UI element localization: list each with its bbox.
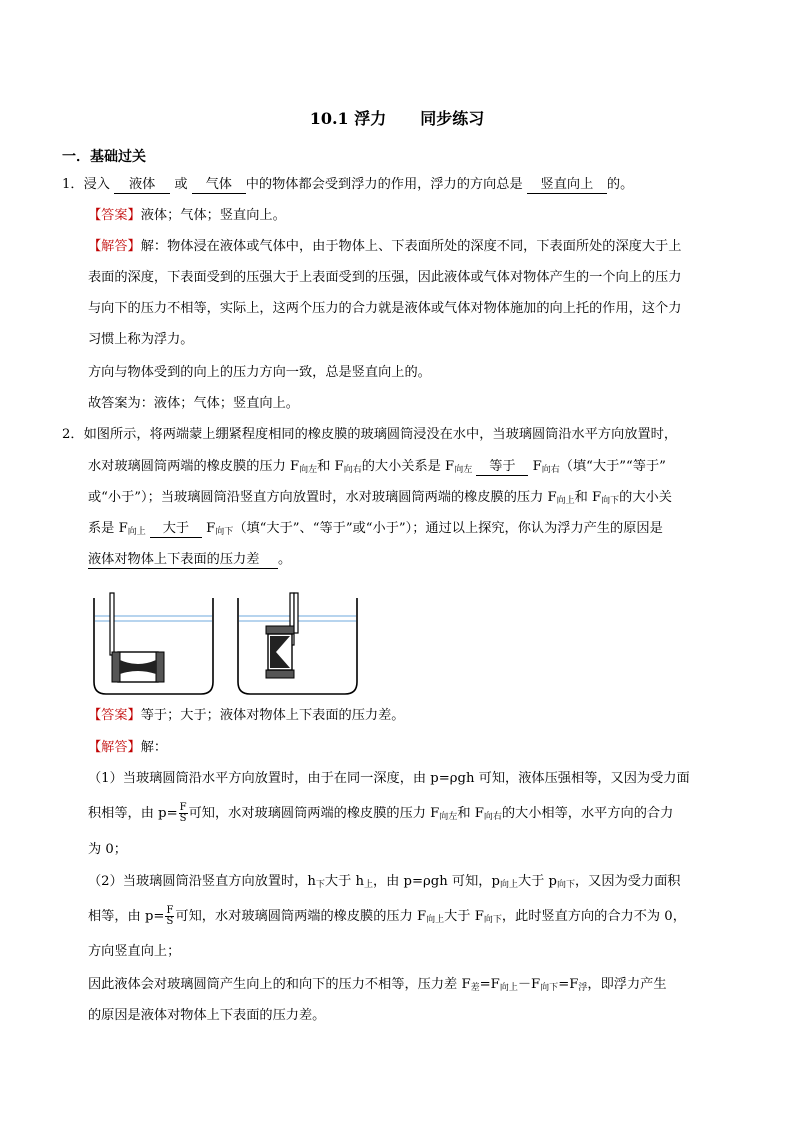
q2-explain-head: 【解答】解： <box>88 740 168 755</box>
fraction-f-over-s: $\frac{F}{S}$ <box>179 802 187 824</box>
q2-explain-p2-line-1: （2）当玻璃圆筒沿竖直方向放置时，h下大于 h上，由 p=ρgh 可知，p向上大于 p向下，又因为受力面积 <box>88 874 681 890</box>
q2-explain-p2-line-2: 相等，由 p= $\frac{F}{S}$ 可知，水对玻璃圆筒两端的橡皮膜的压力 F向上大于 F向下，此时竖直方向的合力不为 0， <box>88 905 686 927</box>
q2-explain-p1-line-3: 为 0； <box>88 842 127 857</box>
q2-blank-3: 液体对物体上下表面的压力差 <box>88 552 278 569</box>
answer-tag: 【答案】 <box>88 708 141 723</box>
q1-question: 1．浸入 液体 或 气体 中的物体都会受到浮力的作用，浮力的方向总是 竖直向上 的。 <box>62 177 634 192</box>
q1-blank-2: 气体 <box>192 177 246 194</box>
q2-line-5: 液体对物体上下表面的压力差 。 <box>88 552 292 567</box>
title-number: 10.1 <box>309 109 349 128</box>
title-name: 浮力 <box>354 109 387 128</box>
q1-explain-line-2: 表面的深度，下表面受到的压强大于上表面受到的压强，因此液体或气体对物体产生的一个向上的压力 <box>88 270 682 285</box>
q1-blank-1: 液体 <box>114 177 170 194</box>
fraction-f-over-s: $\frac{F}{S}$ <box>166 905 174 927</box>
q1-explain-line-4: 习惯上称为浮力。 <box>88 332 194 347</box>
q1-answer: 【答案】液体；气体；竖直向上。 <box>88 208 286 223</box>
q2-explain-p3-line-2: 的原因是液体对物体上下表面的压力差。 <box>88 1008 326 1023</box>
q2-line-1: 2．如图所示，将两端蒙上绷紧程度相同的橡皮膜的玻璃圆筒浸没在水中，当玻璃圆筒沿水平方向放置时， <box>62 427 678 442</box>
q2-explain-p1-line-1: （1）当玻璃圆筒沿水平方向放置时，由于在同一深度，由 p=ρgh 可知，液体压强相等，又因为受力面 <box>88 771 690 786</box>
q2-answer: 【答案】等于；大于；液体对物体上下表面的压力差。 <box>88 708 405 723</box>
q2-line-4: 系是 F向上 大于 F向下（填“大于”、“等于”或“小于”）；通过以上探究，你认为浮力产生的原因是 <box>88 521 663 537</box>
q2-blank-2: 大于 <box>150 521 202 538</box>
q2-explain-p2-line-3: 方向竖直向上； <box>88 944 181 959</box>
q2-line-3: 或“小于”）；当玻璃圆筒沿竖直方向放置时，水对玻璃圆筒两端的橡皮膜的压力 F向上和 F向下的大小关 <box>88 490 672 506</box>
q2-explain-p1-line-2: 积相等，由 p= $\frac{F}{S}$ 可知，水对玻璃圆筒两端的橡皮膜的压力 F向左和 F向右的大小相等，水平方向的合力 <box>88 802 674 824</box>
explain-tag: 【解答】 <box>88 239 141 254</box>
q1-blank-3: 竖直向上 <box>527 177 607 194</box>
q2-line-2: 水对玻璃圆筒两端的橡皮膜的压力 F向左和 F向右的大小关系是 F向左 等于 F向右（填“大于”“等于” <box>88 459 666 475</box>
q1-explain-line-6: 故答案为：液体；气体；竖直向上。 <box>88 396 299 411</box>
beaker-figure-vertical <box>232 590 367 700</box>
q1-explain-line-5: 方向与物体受到的向上的压力方向一致，总是竖直向上的。 <box>88 365 431 380</box>
q1-explain-line-1: 【解答】解：物体浸在液体或气体中，由于物体上、下表面所处的深度不同，下表面所处的深度大于上 <box>88 239 682 254</box>
title-suffix: 同步练习 <box>420 109 485 128</box>
section-heading: 一．基础过关 <box>62 149 146 165</box>
beaker-figure-horizontal <box>88 590 223 700</box>
explain-tag: 【解答】 <box>88 740 141 755</box>
q1-explain-line-3: 与向下的压力不相等，实际上，这两个压力的合力就是液体或气体对物体施加的向上托的作用，这个力 <box>88 301 682 316</box>
page-title <box>0 106 794 129</box>
answer-tag: 【答案】 <box>88 208 141 223</box>
q2-blank-1: 等于 <box>476 459 528 476</box>
q2-explain-p3-line-1: 因此液体会对玻璃圆筒产生向上的和向下的压力不相等，压力差 F差=F向上－F向下=F浮，即浮力产生 <box>88 977 667 993</box>
